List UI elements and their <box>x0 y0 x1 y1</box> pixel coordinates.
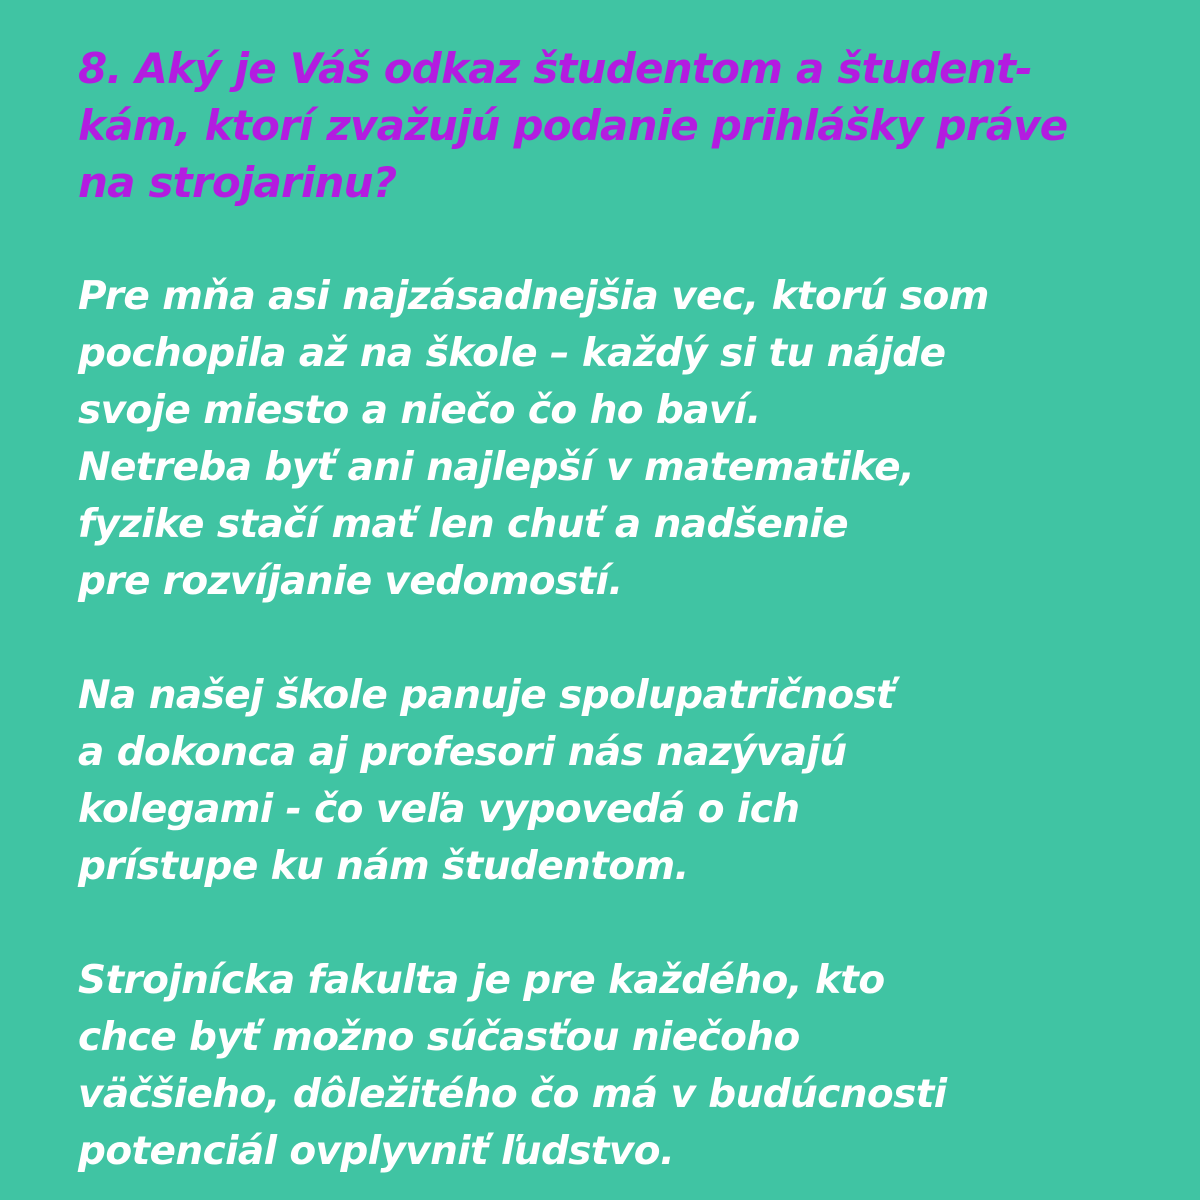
answer-line: Netreba byť ani najlepší v matematike, <box>78 445 915 490</box>
answer-paragraph-2 <box>78 667 1140 895</box>
answer-line: prístupe ku nám študentom. <box>78 844 689 889</box>
answer-body <box>78 268 1140 1180</box>
answer-line: väčšieho, dôležitého čo má v budúcnosti <box>78 1072 947 1117</box>
question-line: na strojarinu? <box>78 158 397 207</box>
answer-paragraph-1 <box>78 268 1140 610</box>
answer-line: Strojnícka fakulta je pre každého, kto <box>78 958 885 1003</box>
question-line: kám, ktorí zvažujú podanie prihlášky práve <box>78 101 1068 150</box>
answer-line: Pre mňa asi najzásadnejšia vec, ktorú som <box>78 274 989 319</box>
spacer <box>78 211 1140 268</box>
answer-line: svoje miesto a niečo čo ho baví. <box>78 388 761 433</box>
answer-line: pre rozvíjanie vedomostí. <box>78 559 623 604</box>
answer-line: a dokonca aj profesori nás nazývajú <box>78 730 847 775</box>
answer-line: chce byť možno súčasťou niečoho <box>78 1015 800 1060</box>
spacer <box>78 895 1140 952</box>
answer-line: fyzike stačí mať len chuť a nadšenie <box>78 502 849 547</box>
question-heading <box>78 40 1140 211</box>
answer-line: Na našej škole panuje spolupatričnosť <box>78 673 895 718</box>
answer-line: kolegami - čo veľa vypovedá o ich <box>78 787 800 832</box>
answer-line: pochopila až na škole – každý si tu nájde <box>78 331 946 376</box>
answer-line: potenciál ovplyvniť ľudstvo. <box>78 1129 675 1174</box>
spacer <box>78 610 1140 667</box>
answer-paragraph-3 <box>78 952 1140 1180</box>
question-line: 8. Aký je Váš odkaz študentom a študent- <box>78 44 1032 93</box>
